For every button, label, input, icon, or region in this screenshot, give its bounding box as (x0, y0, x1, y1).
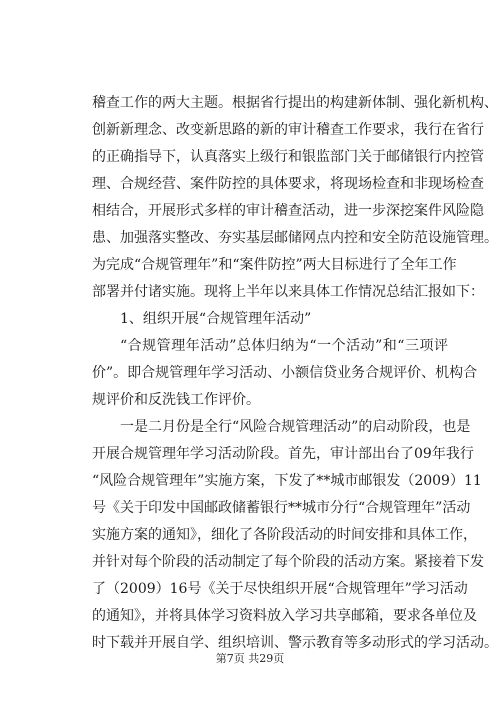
body-line: 为完成“合规管理年”和“案件防控”两大目标进行了全年工作 (92, 257, 457, 273)
body-line: 部署并付诸实施。现将上半年以来具体工作情况总结汇报如下： (92, 284, 484, 300)
page-number-footer: 第7页 共29页 (215, 652, 285, 665)
body-line: 规评价和反洗钱工作评价。 (92, 392, 260, 408)
body-line: 实施方案的通知》，细化了各阶段活动的时间安排和具体工作， (92, 527, 477, 543)
body-line: 了（2009）16号《关于尽快组织开展“合规管理年”学习活动 (92, 581, 468, 597)
body-line: 时下载并开展自学、组织培训、警示教育等多动形式的学习活动。 (92, 635, 498, 651)
body-line: 号《关于印发中国邮政储蓄银行**城市分行“合规管理年”活动 (92, 500, 471, 516)
body-line: 价”。即合规管理年学习活动、小额信贷业务合规评价、机构合 (92, 365, 478, 381)
body-line: 理、合规经营、案件防控的具体要求，将现场检查和非现场检查 (92, 176, 484, 192)
section-heading: 1、组织开展“合规管理年活动” (120, 311, 312, 327)
body-line: 稽查工作的两大主题。根据省行提出的构建新体制、强化新机构、 (92, 95, 498, 111)
body-line: 的通知》，并将具体学习资料放入学习共享邮箱，要求各单位及 (92, 608, 477, 624)
body-line: 开展合规管理年学习活动阶段。首先，审计部出台了09年我行 (92, 446, 474, 462)
body-line: 相结合，开展形式多样的审计稽查活动，进一步深挖案件风险隐 (92, 203, 484, 219)
body-line: 并针对每个阶段的活动制定了每个阶段的活动方案。紧接着下发 (92, 554, 484, 570)
body-line: “合规管理年活动”总体归纳为“一个活动”和“三项评 (120, 338, 448, 354)
body-line: 的正确指导下，认真落实上级行和银监部门关于邮储银行内控管 (92, 149, 484, 165)
body-line: “风险合规管理年”实施方案，下发了**城市邮银发（2009）11 (92, 473, 482, 489)
body-line: 创新新理念、改变新思路的新的审计稽查工作要求，我行在省行 (92, 122, 484, 138)
body-line: 患、加强落实整改、夯实基层邮储网点内控和安全防范设施管理。 (92, 230, 498, 246)
body-line: 一是二月份是全行“风险合规管理活动”的启动阶段，也是 (120, 419, 471, 435)
document-body (92, 90, 498, 657)
